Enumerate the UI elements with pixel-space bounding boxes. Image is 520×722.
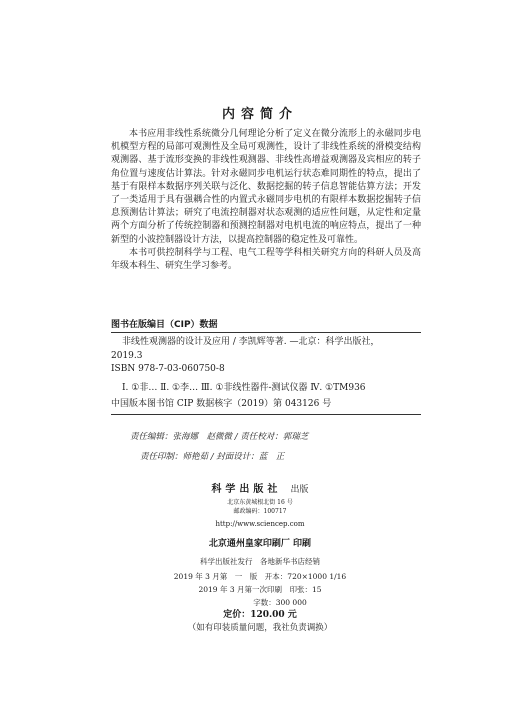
editors-row: 责任印制：师艳茹 / 封面设计：蓝 正 [140,452,285,462]
section-title: 内容简介 [221,107,298,122]
cip-block [111,319,421,333]
abstract-paragraph: 本书应用非线性系统微分几何理论分析了定义在微分流形上的永磁同步电机模型方程的局部可观测性及全局可观测性，设计了非线性系统的滑模变结构观测器、基于流形变换的非线性观测器、非线性高增益观测器及宾相应的转子角位置与速度估计算法。针对永磁同步电机运行状态难同期性的特点，提出了基于有限样本数据序列关联与泛化、数据挖掘的转子信息智能估算方法；开发了一类适用于具有强耦合性的内置式永磁同步电机的有限样本数据挖掘转子信息预测估计算法；研究了电流控制器对状态观测的适应性问题，从定性和定量两个方面分析了传统控制器和预测控制器对电机电流的响应特点，提出了一种新型的小波控制器设计方法，以提高控制器的稳定性及可靠性。 [111,129,421,245]
publisher-suffix: 出版 [290,485,309,495]
cip-heading: 图书在版编目（CIP）数据 [111,320,218,330]
cip-title-line: 非线性观测器的设计及应用 / 李凯辉等著. —北京：科学出版社， [122,337,380,347]
word-count: 字数：300 000 [253,598,307,607]
publisher-address: 北京东黄城根北街 16 号 [227,499,293,506]
price: 定价：120.00 元 [223,610,297,620]
cip-date-line: 2019.3 [111,350,143,361]
cip-isbn: ISBN 978-7-03-060750-8 [111,364,225,374]
editors-row: 责任编辑：张海娜 赵微微 / 责任校对：郭瑞芝 [130,432,309,442]
quality-notice: （如有印装质量问题，我社负责调换） [187,623,333,633]
printer-name: 北京通州皇家印刷厂 印刷 [208,539,312,549]
publisher-postcode: 邮政编码：100717 [233,507,287,515]
cip-bottom-rule [111,414,421,415]
cip-body [111,336,421,412]
distribution: 科学出版社发行 各地新华书店经销 [200,557,320,566]
edition-line: 2019 年 3 月第 一 版 开本：720×1000 1/16 [173,572,347,581]
cip-top-rule [111,332,421,333]
specs-block [0,570,520,635]
cip-classification: Ⅰ. ①非… Ⅱ. ①李… Ⅲ. ①非线性器件-测试仪器 Ⅳ. ①TM936 [122,382,366,393]
publisher-name: 科学出版社 [211,484,282,495]
printing-line: 2019 年 3 月第一次印刷 印张：15 [198,585,322,594]
publisher-block [0,477,520,567]
editors-block [130,427,410,467]
abstract [111,128,421,273]
abstract-paragraph: 本书可供控制科学与工程、电气工程等学科相关研究方向的科研人员及高年级本科生、研究生学习参考。 [111,247,421,272]
cip-record: 中国版本图书馆 CIP 数据核字（2019）第 043126 号 [111,399,332,409]
publisher-website: http://www.sciencep.com [215,520,305,528]
